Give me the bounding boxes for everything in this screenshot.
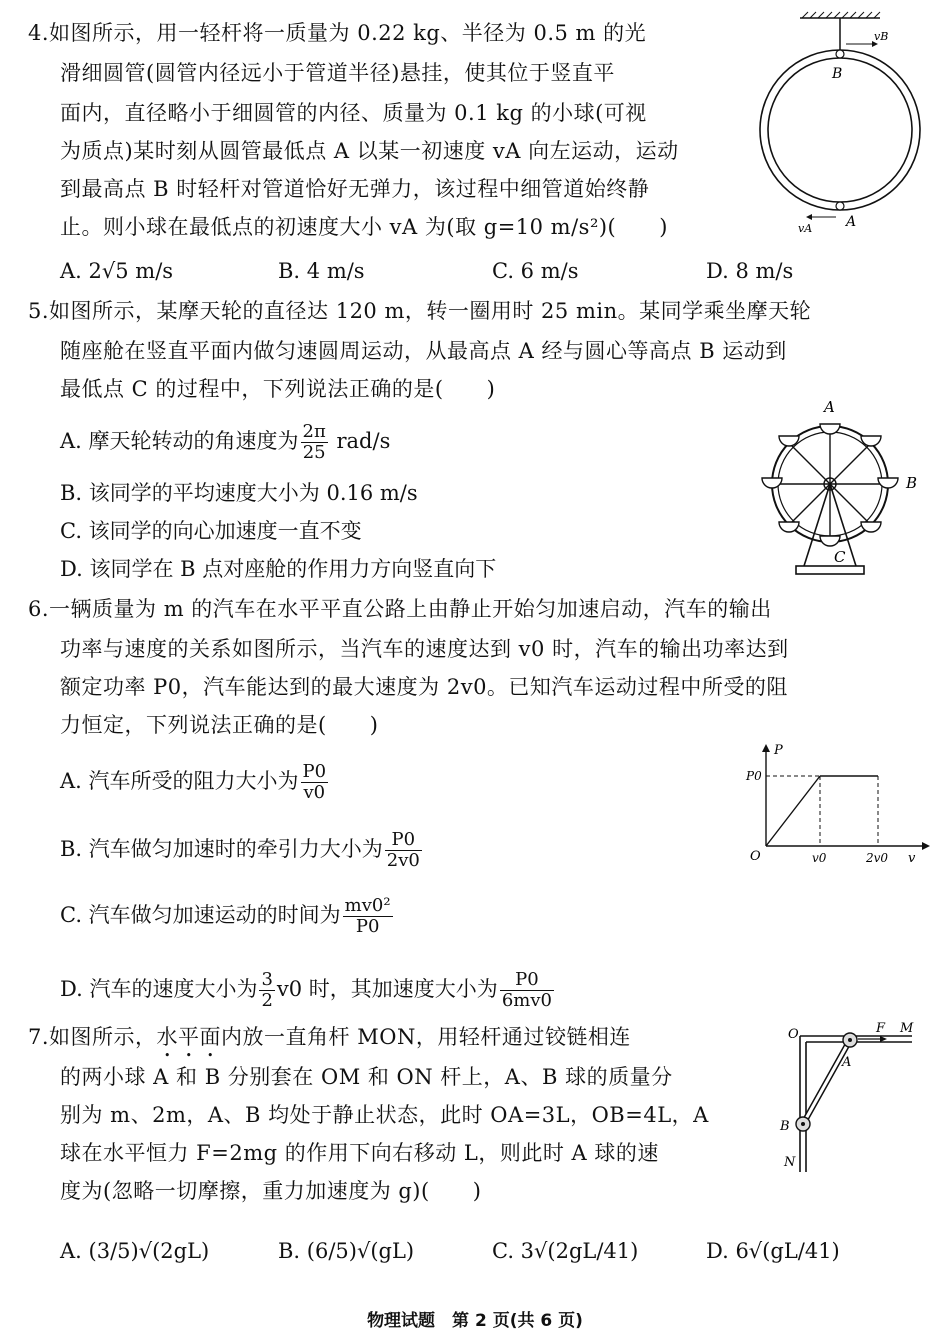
q5-line: 随座舱在竖直平面内做匀速圆周运动，从最高点 A 经与圆心等高点 B 运动到: [60, 339, 787, 363]
q7-line: 球在水平恒力 F=2mg 的作用下向右移动 L，则此时 A 球的速: [60, 1141, 659, 1165]
q5-option-a: [60, 422, 390, 463]
fraction: [301, 422, 328, 463]
numerator: 2π: [302, 421, 326, 442]
q7-right-angle-rod-figure: [776, 1016, 926, 1176]
q6-line: 6.一辆质量为 m 的汽车在水平平直公路上由静止开始匀加速启动，汽车的输出: [28, 597, 772, 621]
q5-label-c: C: [834, 548, 846, 566]
q7-option-d: D. 6√(gL/41): [706, 1239, 840, 1263]
q4-option-d: D. 8 m/s: [706, 259, 794, 283]
denominator: 2v0: [386, 850, 420, 871]
q4-option-b: B. 4 m/s: [278, 259, 365, 283]
fraction: [500, 970, 554, 1011]
q7-label-o: O: [788, 1027, 799, 1042]
q6-option-a: [60, 762, 330, 803]
q6-option-d-mid: v0 时，其加速度大小为: [276, 977, 498, 1001]
numerator: mv0²: [344, 895, 391, 916]
q7-option-b: B. (6/5)√(gL): [278, 1239, 415, 1263]
denominator: 6mv0: [501, 990, 552, 1011]
denominator: P0: [355, 916, 380, 937]
q4-label-vb: vB: [874, 30, 889, 43]
q6-line: 功率与速度的关系如图所示，当汽车的速度达到 v0 时，汽车的输出功率达到: [60, 637, 789, 661]
q6-option-b-text: B. 汽车做匀加速时的牵引力大小为: [60, 837, 383, 861]
q6-axis-v: v: [908, 851, 916, 866]
q7-line-1-pre: 7.如图所示，: [28, 1025, 157, 1049]
q4-option-c: C. 6 m/s: [492, 259, 579, 283]
numerator: 3: [261, 969, 273, 990]
q7-label-b: B: [780, 1119, 790, 1134]
q6-option-a-text: A. 汽车所受的阻力大小为: [60, 769, 299, 793]
q7-line: 别为 m、2m，A、B 均处于静止状态，此时 OA=3L，OB=4L，A: [60, 1103, 709, 1127]
q4-line: 到最高点 B 时轻杆对管道恰好无弹力，该过程中细管道始终静: [60, 177, 650, 201]
q5-label-b: B: [906, 474, 918, 492]
q5-line: 5.如图所示，某摩天轮的直径达 120 m，转一圈用时 25 min。某同学乘坐摩天轮: [28, 299, 812, 323]
q7-label-f: F: [876, 1021, 886, 1036]
q7-label-n: N: [784, 1155, 796, 1170]
q5-label-a: A: [824, 398, 835, 416]
denominator: v0: [303, 782, 326, 803]
q5-option-b: B. 该同学的平均速度大小为 0.16 m/s: [60, 481, 418, 505]
numerator: P0: [302, 761, 327, 782]
q5-option-c: C. 该同学的向心加速度一直不变: [60, 519, 362, 543]
q7-line-1-post: 内放一直角杆 MON，用轻杆通过铰链相连: [221, 1025, 631, 1049]
q6-option-c-text: C. 汽车做匀加速运动的时间为: [60, 903, 341, 927]
q6-option-d: [60, 970, 556, 1011]
q4-ring-figure: [756, 10, 926, 240]
numerator: P0: [500, 970, 554, 991]
q5-option-a-unit: rad/s: [329, 429, 391, 453]
q7-option-a: A. (3/5)√(2gL): [60, 1239, 210, 1263]
q6-option-c: [60, 896, 395, 937]
fraction: [343, 896, 393, 937]
q4-label-b: B: [832, 66, 843, 82]
fraction: [301, 762, 329, 803]
q4-label-a: A: [846, 214, 857, 230]
q4-line: 为质点)某时刻从圆管最低点 A 以某一初速度 vA 向左运动，运动: [60, 139, 679, 163]
q6-line: 力恒定，下列说法正确的是( ): [60, 713, 379, 737]
q5-option-d: D. 该同学在 B 点对座舱的作用力方向竖直向下: [60, 557, 497, 581]
q6-label-v0: v0: [812, 851, 827, 865]
numerator: P0: [385, 830, 422, 851]
q6-axis-p: P: [774, 743, 783, 758]
q4-option-a: A. 2√5 m/s: [60, 259, 174, 283]
page-footer: 物理试题 第 2 页(共 6 页): [367, 1311, 583, 1331]
q5-option-a-text: A. 摩天轮转动的角速度为: [60, 429, 299, 453]
q6-label-origin: O: [750, 849, 761, 864]
q7-line: 度为(忽略一切摩擦，重力加速度为 g)( ): [60, 1179, 482, 1203]
q6-power-velocity-graph: [744, 740, 930, 870]
q6-label-2v0: 2v0: [866, 851, 889, 865]
fraction: [385, 830, 422, 871]
q4-line: 4.如图所示，用一轻杆将一质量为 0.22 kg、半径为 0.5 m 的光: [28, 21, 647, 45]
q6-option-d-text: D. 汽车的速度大小为: [60, 977, 258, 1001]
q6-option-b: [60, 830, 424, 871]
q4-line: 滑细圆管(圆管内径远小于管道半径)悬挂，使其位于竖直平: [60, 61, 615, 85]
denominator: 2: [261, 990, 273, 1011]
q5-line: 最低点 C 的过程中，下列说法正确的是( ): [60, 377, 496, 401]
q5-ferris-wheel-figure: [760, 396, 930, 578]
q7-emphasis: 水平面: [156, 1025, 222, 1049]
q7-label-a: A: [842, 1055, 852, 1070]
q7-label-m: M: [900, 1021, 914, 1036]
q6-line: 额定功率 P0，汽车能达到的最大速度为 2v0。已知汽车运动过程中所受的阻: [60, 675, 788, 699]
q7-line-1: [28, 1022, 631, 1062]
q4-line: 面内，直径略小于细圆管的内径、质量为 0.1 kg 的小球(可视: [60, 101, 647, 125]
q7-line: 的两小球 A 和 B 分别套在 OM 和 ON 杆上，A、B 球的质量分: [60, 1065, 673, 1089]
denominator: 25: [302, 442, 326, 463]
q4-line: 止。则小球在最低点的初速度大小 vA 为(取 g=10 m/s²)( ): [60, 215, 668, 239]
q6-label-p0: P0: [746, 769, 762, 783]
q7-option-c: C. 3√(2gL/41): [492, 1239, 639, 1263]
q4-label-va: vA: [798, 222, 813, 235]
fraction: [259, 970, 274, 1011]
